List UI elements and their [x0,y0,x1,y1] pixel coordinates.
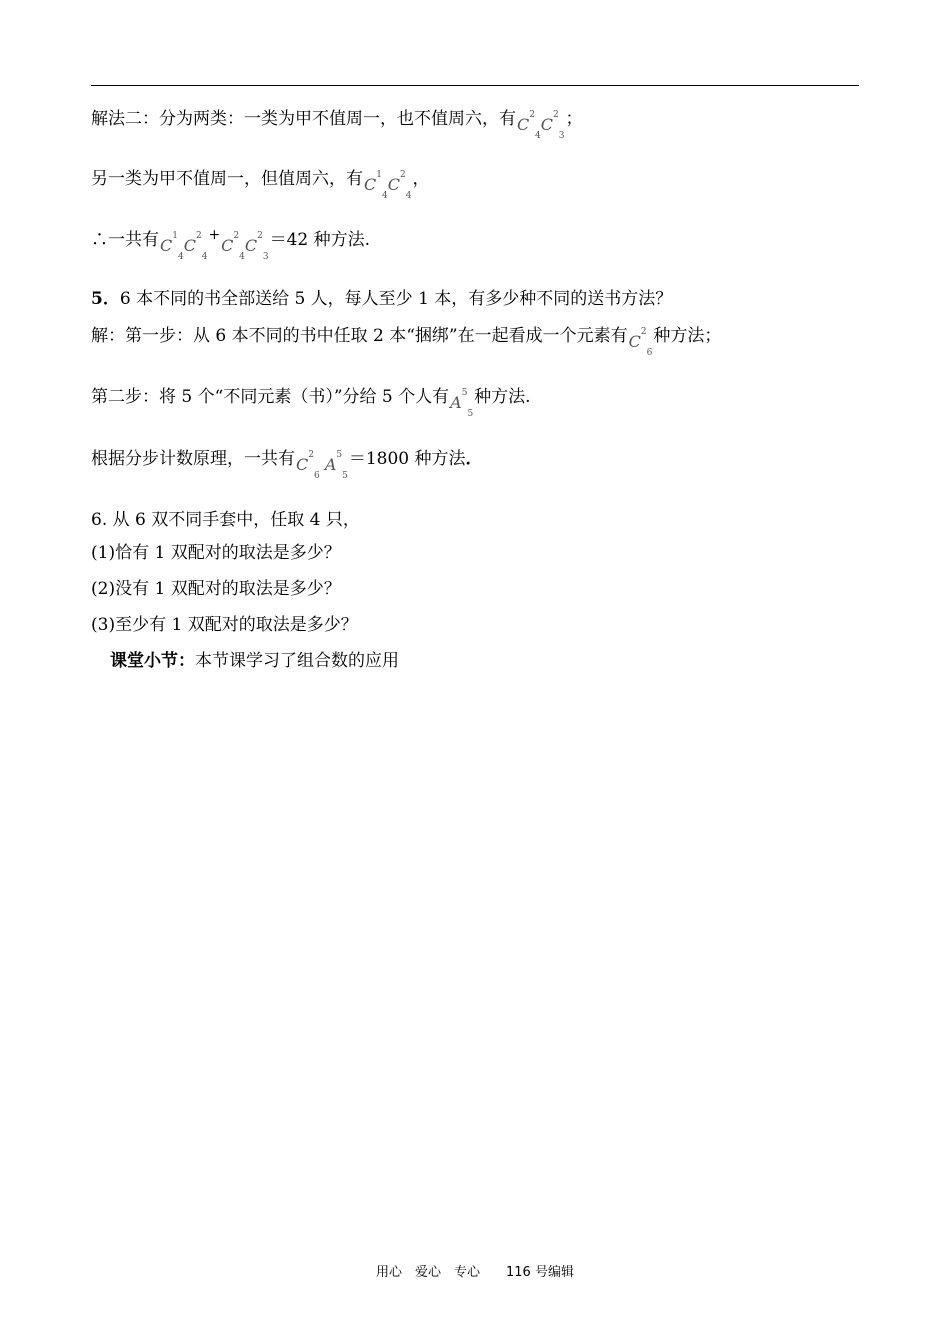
q5-step2-text: 第二步：将 5 个“不同元素（书）”分给 5 个人有 [91,387,450,407]
q5-total [91,448,483,482]
q5-total-end: ＝1800 种方法 [348,449,466,469]
summary-label: 课堂小节： [110,651,195,671]
formula-c41-c42: $C^1_4C^2_4$ [364,169,412,202]
summary-text: 本节课学习了组合数的应用 [195,651,399,671]
q5-number: 5． [91,289,120,309]
q5-step2 [91,386,531,420]
formula-c42-c32-b: $C^2_4C^2_3$ [221,230,269,263]
q5-total-text: 根据分步计数原理，一共有 [91,449,295,469]
q5-step1-text: 解：第一步：从 6 本不同的书中任取 2 本“捆绑”在一起看成一个元素有 [91,326,628,346]
q5-title-text: 6 本不同的书全部送给 5 人，每人至少 1 本，有多少种不同的送书方法？ [119,289,673,309]
q5-title [91,288,672,310]
method2-line2 [91,168,430,202]
method2-line1-end: ； [565,109,583,129]
plus-sign: + [208,227,221,243]
q6-part1: (1)恰有 1 双配对的取法是多少？ [91,543,341,563]
q5-step1 [91,325,722,359]
formula-c62: $C^2_6$ [628,326,653,359]
formula-c42-c32: $C^2_4C^2_3$ [517,109,565,142]
method2-line1 [91,108,583,142]
method2-line2-end: ， [412,169,430,189]
method2-line3-text: ∴一共有 [91,230,159,250]
q6-part3: (3)至少有 1 双配对的取法是多少？ [91,615,358,635]
method2-line1-text: 解法二：分为两类：一类为甲不值周一，也不值周六，有 [91,109,516,129]
q5-total-dot: ． [465,449,483,469]
formula-c41-c42-b: $C^1_4C^2_4$ [160,230,208,263]
header-rule [91,85,859,86]
method2-line3-end: ＝42 种方法. [269,230,371,250]
q5-step1-end: 种方法； [653,326,722,346]
page-footer: 用心 爱心 专心 116 号编辑 [376,1265,574,1280]
formula-a55: $A^5_5$ [450,387,474,420]
q6-title: 6. 从 6 双不同手套中，任取 4 只， [91,510,360,530]
formula-c62-a55: $C^2_6$ $A^5_5$ [296,449,348,482]
summary [110,650,399,672]
q5-step2-end: 种方法. [474,387,531,407]
method2-line3 [91,227,371,263]
method2-line2-text: 另一类为甲不值周一，但值周六，有 [91,169,363,189]
q6-part2: (2)没有 1 双配对的取法是多少？ [91,579,341,599]
